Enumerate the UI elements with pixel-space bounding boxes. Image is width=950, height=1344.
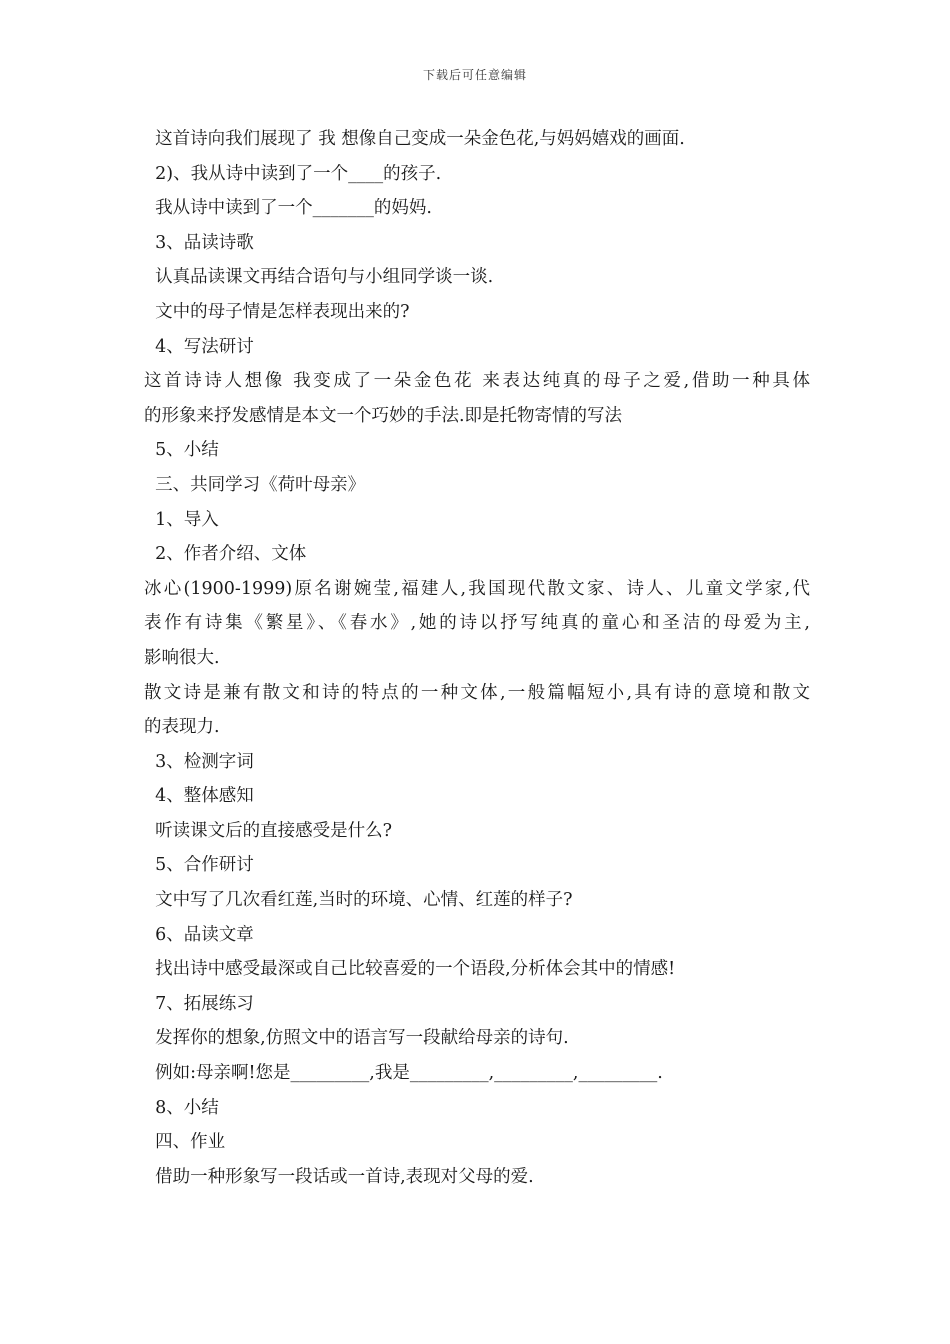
section-heading: 四、作业 [144, 1132, 226, 1153]
section-heading: 1、导入 [144, 509, 219, 530]
section-heading: 三、共同学习《荷叶母亲》 [144, 474, 366, 495]
section-heading: 5、小结 [144, 440, 219, 461]
text-line: 表作有诗集《繁星》、《春水》,她的诗以抒写纯真的童心和圣洁的母爱为主, [144, 613, 810, 634]
text-line: 文中写了几次看红莲,当时的环境、心情、红莲的样子? [144, 890, 573, 911]
section-heading: 4、整体感知 [144, 786, 254, 807]
text-line: 文中的母子情是怎样表现出来的? [144, 301, 410, 322]
text-line: 2)、我从诗中读到了一个____的孩子. [144, 163, 442, 184]
section-heading: 5、合作研讨 [144, 855, 254, 876]
text-line: 找出诗中感受最深或自己比较喜爱的一个语段,分析体会其中的情感! [144, 959, 676, 980]
text-line: 冰心(1900-1999)原名谢婉莹,福建人,我国现代散文家、诗人、儿童文学家,代 [144, 578, 810, 599]
section-heading: 3、品读诗歌 [144, 232, 254, 253]
text-line: 散文诗是兼有散文和诗的特点的一种文体,一般篇幅短小,具有诗的意境和散文 [144, 682, 810, 703]
text-line: 借助一种形象写一段话或一首诗,表现对父母的爱. [144, 1166, 534, 1187]
text-line: 的形象来抒发感情是本文一个巧妙的手法.即是托物寄情的写法 [144, 405, 623, 426]
section-heading: 2、作者介绍、文体 [144, 544, 307, 565]
section-heading: 7、拓展练习 [144, 993, 254, 1014]
text-line: 我从诗中读到了一个_______的妈妈. [144, 198, 432, 219]
section-heading: 4、写法研讨 [144, 336, 254, 357]
text-line: 这首诗向我们展现了 我 想像自己变成一朵金色花,与妈妈嬉戏的画面. [144, 129, 685, 149]
text-line: 的表现力. [144, 717, 220, 738]
text-line: 例如:母亲啊!您是_________,我是_________,_________,_________. [144, 1063, 663, 1084]
text-line: 听读课文后的直接感受是什么? [144, 820, 393, 841]
text-line: 发挥你的想象,仿照文中的语言写一段献给母亲的诗句. [144, 1028, 569, 1049]
text-line: 认真品读课文再结合语句与小组同学谈一谈. [144, 267, 494, 288]
text-line: 影响很大. [144, 647, 220, 668]
page-header: 下载后可任意编辑 [422, 68, 527, 82]
section-heading: 8、小结 [144, 1097, 219, 1118]
text-line: 这首诗诗人想像 我变成了一朵金色花 来表达纯真的母子之爱,借助一种具体 [144, 371, 810, 392]
document-body [144, 122, 810, 1194]
section-heading: 6、品读文章 [144, 924, 254, 945]
section-heading: 3、检测字词 [144, 751, 254, 772]
